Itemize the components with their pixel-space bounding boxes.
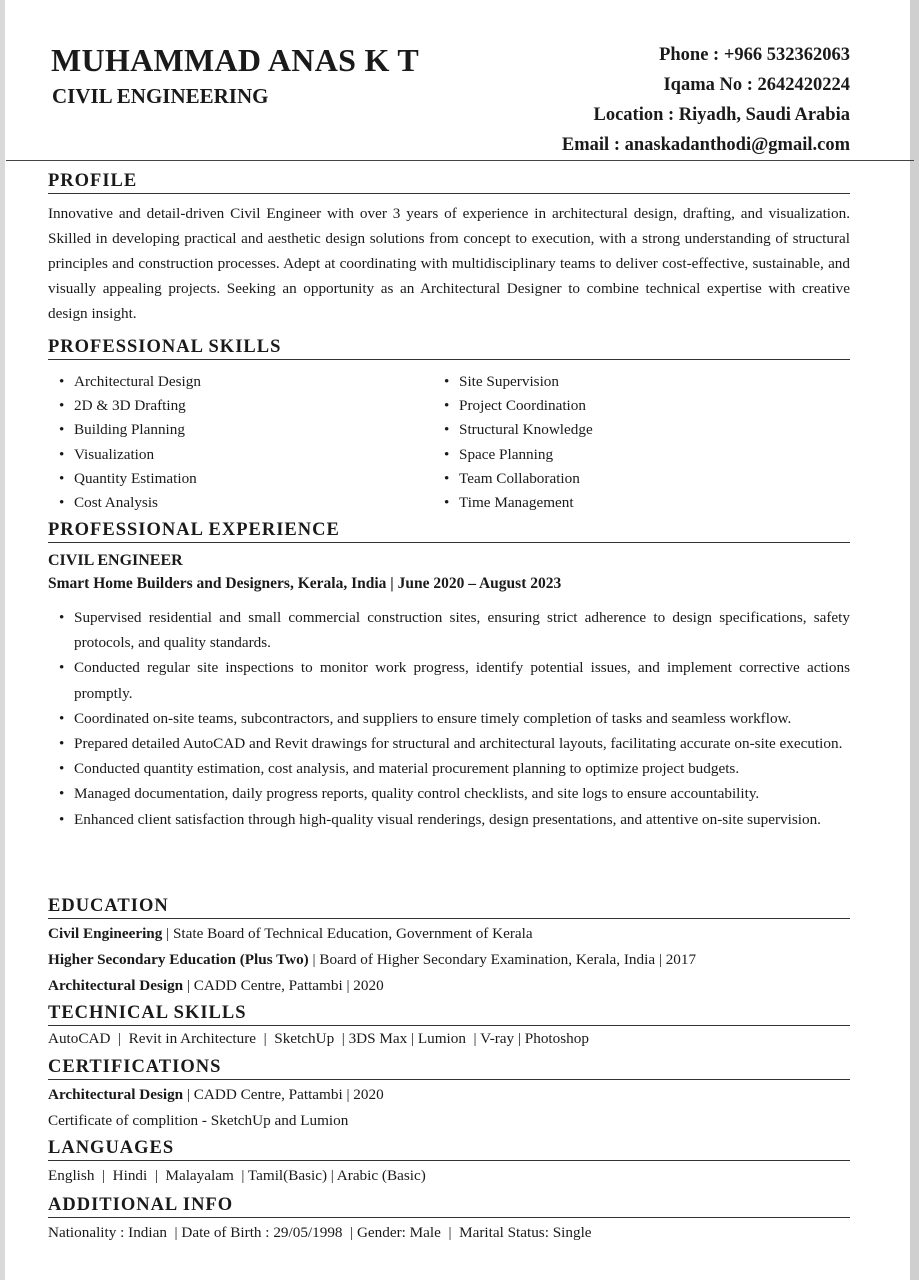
languages-section [48, 1137, 850, 1189]
skill-item: • Visualization [48, 443, 433, 467]
skill-item: • Space Planning [433, 443, 593, 467]
languages-text: English | Hindi | Malayalam | Tamil(Basic) | Arabic (Basic) [48, 1167, 426, 1184]
section-heading-skills: PROFESSIONAL SKILLS [48, 336, 850, 360]
candidate-name: MUHAMMAD ANAS K T [51, 42, 420, 78]
job-title: CIVIL ENGINEER [48, 552, 183, 569]
section-heading-education: EDUCATION [48, 895, 850, 919]
skill-item: • Building Planning [48, 418, 433, 442]
responsibility-item: • Prepared detailed AutoCAD and Revit drawings for structural and architectural layouts, facilitating accurate on-site execution. [48, 731, 850, 756]
skills-list-left [48, 370, 433, 515]
responsibility-item: • Supervised residential and small commercial construction sites, ensuring strict adherence to design specifications, safety protocols, and quality standards. [48, 605, 850, 655]
responsibility-item: • Conducted regular site inspections to monitor work progress, identify potential issues, and implement corrective actions promptly. [48, 655, 850, 705]
education-item: Higher Secondary Education (Plus Two) | Board of Higher Secondary Examination, Kerala, India | 2017 [48, 951, 697, 968]
skill-item: • Project Coordination [433, 394, 593, 418]
page-edge-left [0, 0, 5, 1280]
section-heading-technical-skills: TECHNICAL SKILLS [48, 1002, 850, 1026]
page-edge-right [910, 0, 919, 1280]
experience-section [48, 519, 850, 832]
contact-iqama: Iqama No : 2642420224 [663, 75, 850, 95]
skill-item: • Site Supervision [433, 370, 593, 394]
technical-skills-section [48, 1002, 850, 1052]
responsibility-item: • Managed documentation, daily progress reports, quality control checklists, and site logs to ensure accountability. [48, 781, 850, 806]
skills-list-right [433, 370, 593, 515]
skill-item: • Structural Knowledge [433, 418, 593, 442]
contact-phone: Phone : +966 532362063 [659, 45, 850, 65]
education-section [48, 895, 850, 999]
contact-email: Email : anaskadanthodi@gmail.com [561, 135, 850, 155]
skills-section [48, 336, 850, 515]
contact-block [562, 40, 850, 160]
additional-info-section [48, 1194, 850, 1246]
header-divider [6, 160, 914, 161]
certifications-section [48, 1056, 850, 1134]
skill-item: • Team Collaboration [433, 467, 593, 491]
section-heading-profile: PROFILE [48, 170, 850, 194]
contact-location: Location : Riyadh, Saudi Arabia [593, 105, 850, 125]
section-heading-certifications: CERTIFICATIONS [48, 1056, 850, 1080]
additional-info-text: Nationality : Indian | Date of Birth : 29/05/1998 | Gender: Male | Marital Status: Single [48, 1224, 592, 1241]
certification-item: Certificate of complition - SketchUp and Lumion [48, 1112, 349, 1129]
education-item: Architectural Design | CADD Centre, Pattambi | 2020 [48, 977, 384, 994]
responsibility-item: • Coordinated on-site teams, subcontractors, and suppliers to ensure timely completion of tasks and seamless workflow. [48, 706, 850, 731]
job-responsibilities [48, 605, 850, 832]
skill-item: • Cost Analysis [48, 491, 433, 515]
responsibility-item: • Conducted quantity estimation, cost analysis, and material procurement planning to optimize project budgets. [48, 756, 850, 781]
job-company: Smart Home Builders and Designers, Kerala, India | June 2020 – August 2023 [48, 575, 562, 592]
technical-skills-text: AutoCAD | Revit in Architecture | SketchUp | 3DS Max | Lumion | V-ray | Photoshop [48, 1030, 589, 1047]
skill-item: • Quantity Estimation [48, 467, 433, 491]
skills-columns [48, 370, 850, 515]
candidate-title: CIVIL ENGINEERING [52, 84, 269, 108]
section-heading-additional-info: ADDITIONAL INFO [48, 1194, 850, 1218]
section-heading-experience: PROFESSIONAL EXPERIENCE [48, 519, 850, 543]
skill-item: • Time Management [433, 491, 593, 515]
education-item: Civil Engineering | State Board of Technical Education, Government of Kerala [48, 925, 533, 942]
certification-item: Architectural Design | CADD Centre, Pattambi | 2020 [48, 1086, 384, 1103]
profile-section [48, 170, 850, 326]
skill-item: • Architectural Design [48, 370, 433, 394]
responsibility-item: • Enhanced client satisfaction through high-quality visual renderings, design presentations, and attentive on-site supervision. [48, 807, 850, 832]
profile-text: Innovative and detail-driven Civil Engineer with over 3 years of experience in architectural design, drafting, and visualization. Skilled in developing practical and aesthetic design solutions from concept to execution, with a strong understanding of structural principles and construction processes. Adept at coordinating with multidisciplinary teams to deliver cost-effective, sustainable, and visually appealing projects. Seeking an opportunity as an Architectural Designer to combine technical expertise with creative design insight. [48, 205, 850, 322]
skill-item: • 2D & 3D Drafting [48, 394, 433, 418]
section-heading-languages: LANGUAGES [48, 1137, 850, 1161]
